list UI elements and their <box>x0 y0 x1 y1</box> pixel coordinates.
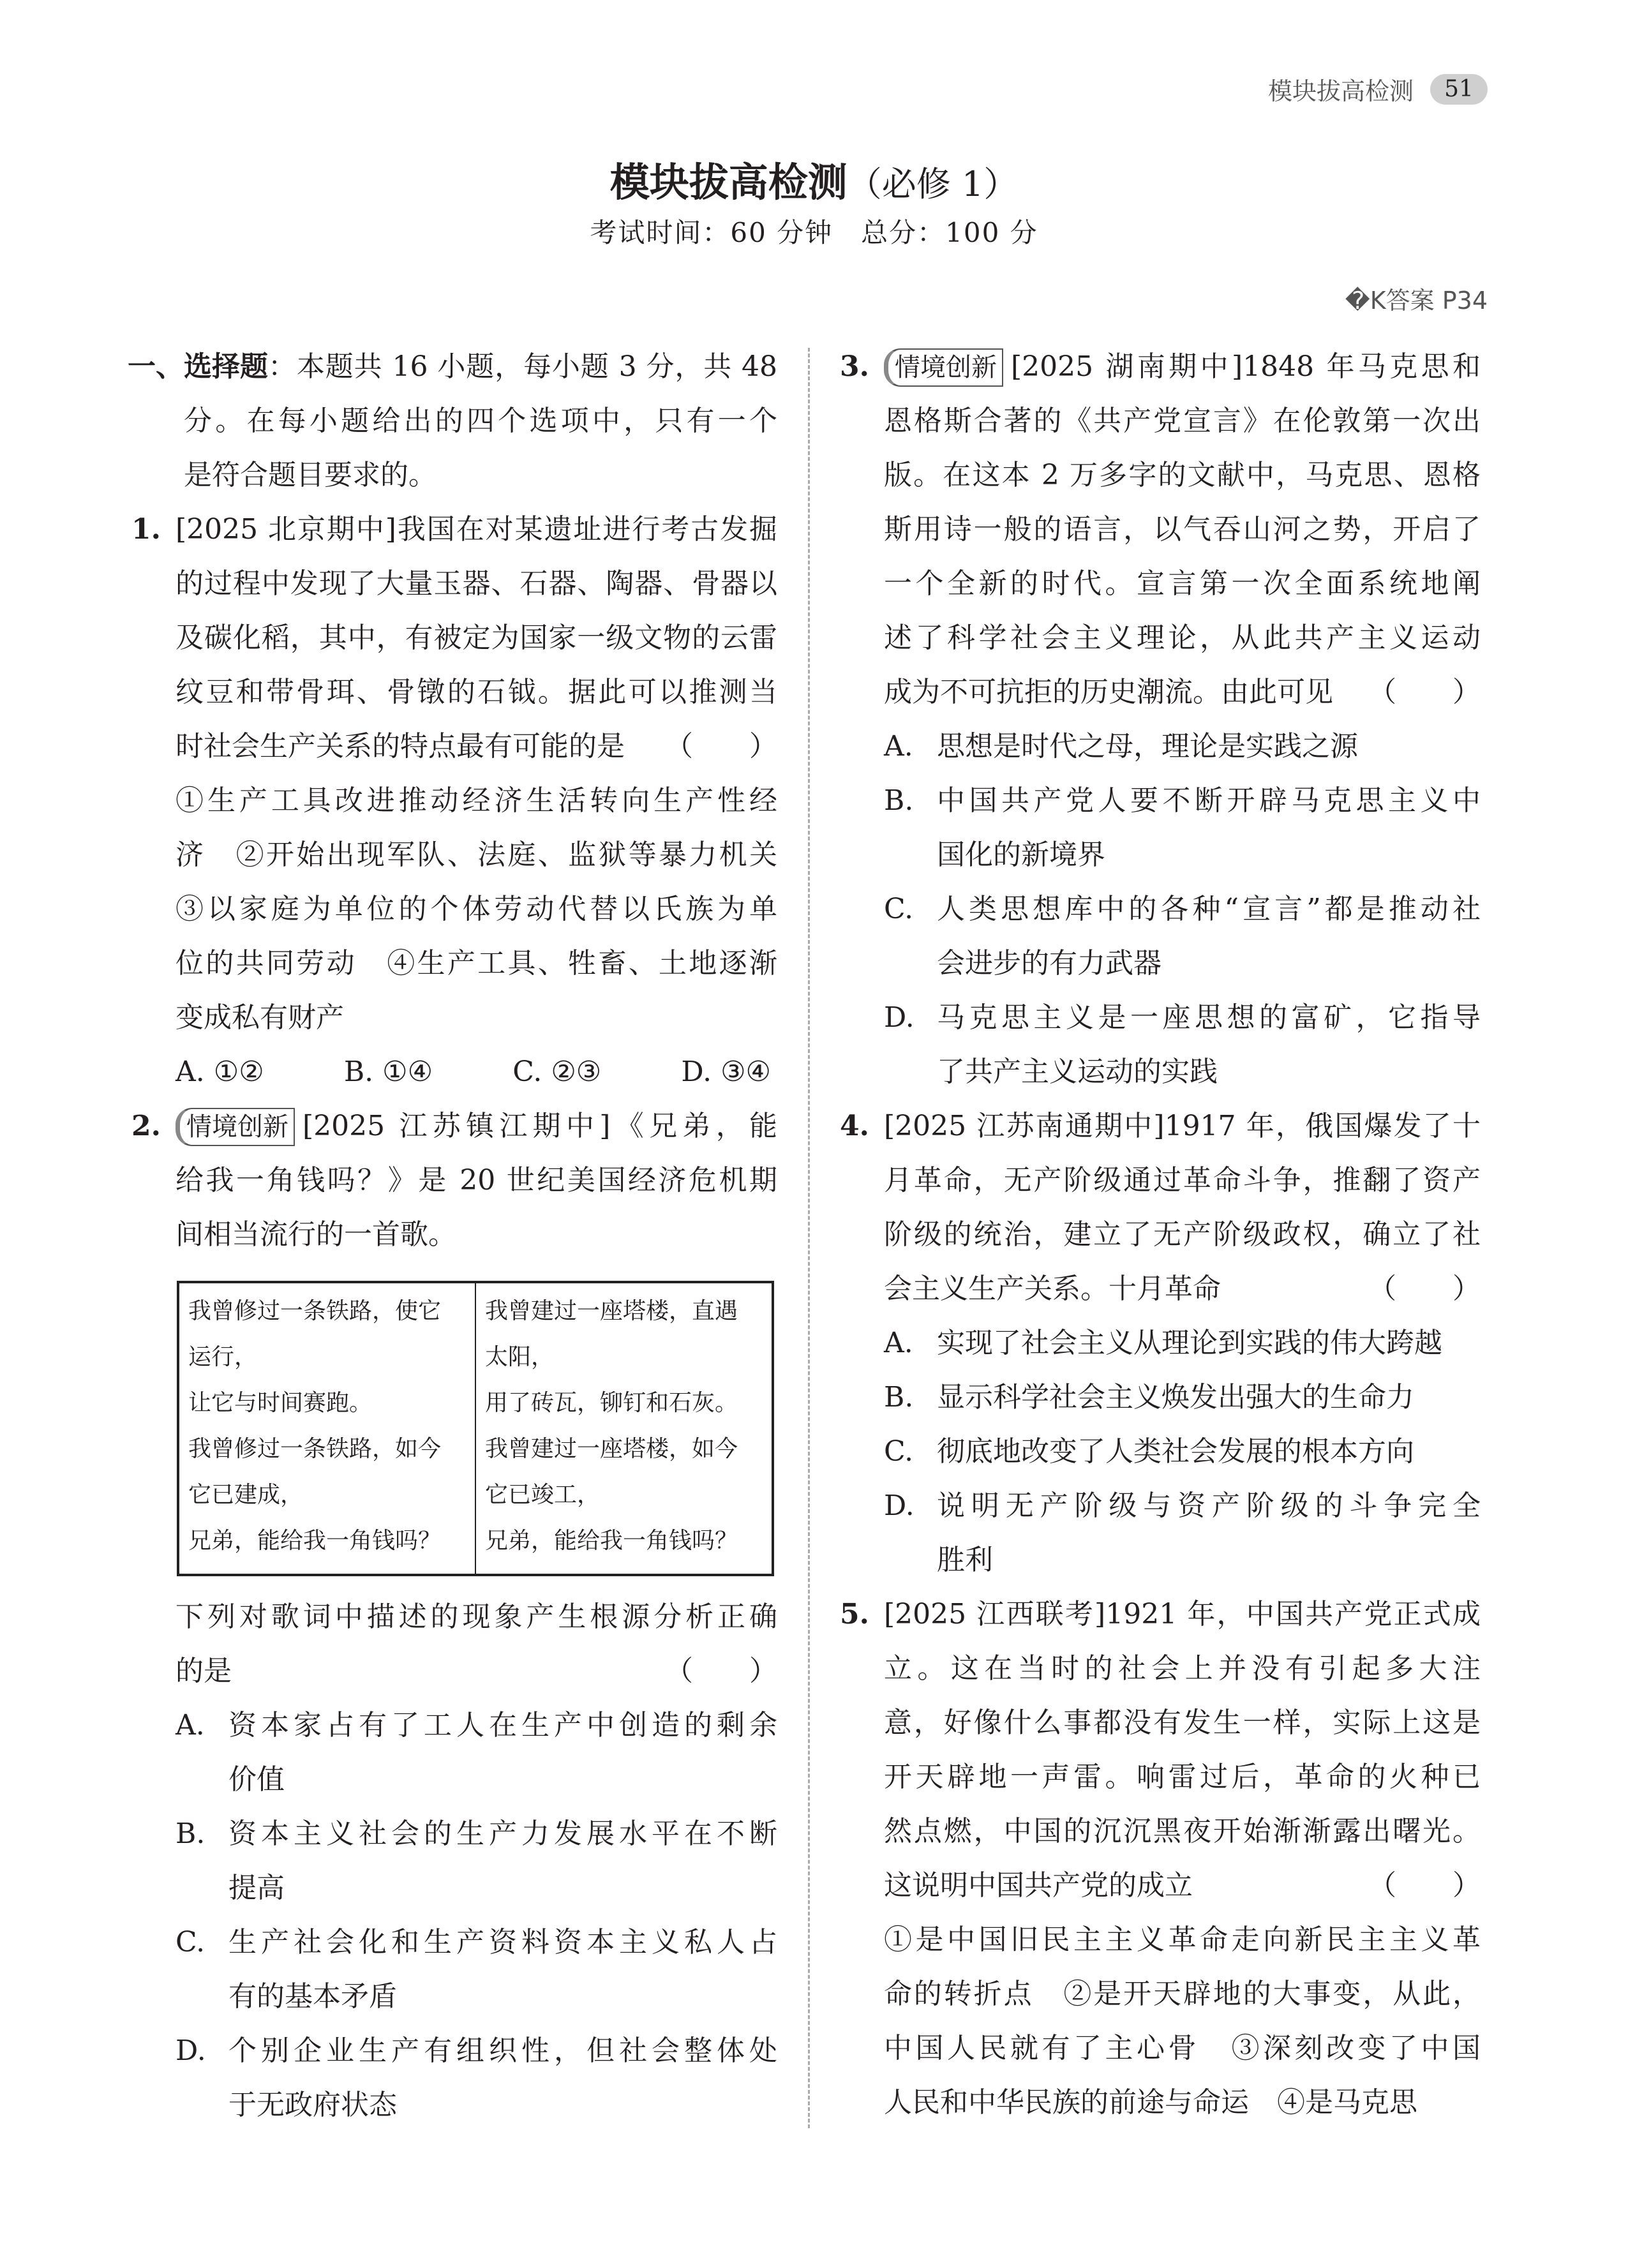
context-innovation-badge: 情境创新 <box>175 1108 295 1146</box>
option-d <box>836 990 1481 1045</box>
line-text: ①是中国旧民主主义革命走向新民主主义革 <box>884 1923 1481 1956</box>
line-text: 人类思想库中的各种“宣言”都是推动社 <box>937 893 1481 925</box>
line-text: 彻底地改变了人类社会发展的根本方向 <box>937 1435 1414 1468</box>
text-line <box>128 936 777 990</box>
line-text: 于无政府状态 <box>228 2089 397 2121</box>
line-text: 显示科学社会主义焕发出强大的生命力 <box>937 1381 1414 1414</box>
line-text: [2025 湖南期中]1848 年马克思和 <box>1011 350 1481 383</box>
text-line <box>836 1587 1481 1641</box>
line-text: 及碳化稻，其中，有被定为国家一级文物的云雷 <box>175 622 777 654</box>
line-text: 个别企业生产有组织性，但社会整体处 <box>228 2034 777 2067</box>
lyrics-column <box>179 1283 475 1574</box>
option-d <box>836 1533 1481 1587</box>
text-line <box>128 1099 777 1153</box>
text-line <box>128 1153 777 1207</box>
option-choice[interactable]: C. ②③ <box>512 1056 602 1088</box>
question-number: 4. <box>840 1110 869 1142</box>
page-title <box>0 151 1628 207</box>
right-column <box>836 339 1481 2130</box>
line-text: 人民和中华民族的前途与命运 ④是马克思 <box>884 2086 1417 2119</box>
line-text: ①生产工具改进推动经济生活转向生产性经 <box>175 784 777 817</box>
line-text: [2025 北京期中]我国在对某遗址进行考古发掘 <box>175 513 777 546</box>
option-d <box>128 2024 777 2078</box>
left-column <box>128 339 777 2132</box>
line-text: 斯用诗一般的语言，以气吞山河之势，开启了 <box>884 513 1481 546</box>
lyric-line: 让它与时间赛跑。 <box>188 1390 373 1416</box>
option-letter[interactable]: D. <box>884 1489 915 1522</box>
option-letter[interactable]: C. <box>884 893 914 925</box>
text-line <box>836 1207 1481 1262</box>
text-line <box>128 611 777 665</box>
text-line <box>128 665 777 719</box>
text-line <box>836 1858 1481 1913</box>
option-a <box>128 1698 777 1752</box>
line-text: 胜利 <box>937 1544 993 1576</box>
answer-blank[interactable]: （ ） <box>665 730 777 763</box>
line-text: 中国人民就有了主心骨 ③深刻改变了中国 <box>884 2032 1481 2064</box>
line-text: 开天辟地一声雷。响雷过后，革命的火种已 <box>884 1761 1481 1793</box>
option-b <box>836 773 1481 828</box>
option-c <box>836 936 1481 990</box>
answer-blank[interactable]: （ ） <box>665 1655 777 1687</box>
lyric-line: 它已建成， <box>188 1482 304 1508</box>
line-text: 阶级的统治，建立了无产阶级政权，确立了社 <box>884 1218 1481 1251</box>
text-line <box>836 1750 1481 1804</box>
column-divider <box>808 348 810 2128</box>
line-text: 中国共产党人要不断开辟马克思主义中 <box>937 784 1481 817</box>
line-text: 变成私有财产 <box>175 1001 344 1034</box>
option-a <box>836 1316 1481 1370</box>
lyric-line: 兄弟，能给我一角钱吗？ <box>188 1528 442 1554</box>
page-number: 51 <box>1430 74 1488 105</box>
lyric-line: 我曾修过一条铁路，如今 <box>188 1436 442 1462</box>
option-b <box>128 1861 777 1915</box>
text-line <box>836 611 1481 665</box>
line-text: 一个全新的时代。宣言第一次全面系统地阐 <box>884 567 1481 600</box>
lyrics-table <box>177 1281 774 1576</box>
line-text: 纹豆和带骨珥、骨镦的石钺。据此可以推测当 <box>175 676 777 708</box>
option-letter[interactable]: A. <box>884 1327 913 1359</box>
line-text: 会主义生产关系。十月革命 <box>884 1272 1221 1305</box>
lyric-line: 它已竣工， <box>485 1482 601 1508</box>
option-letter[interactable]: B. <box>884 1381 914 1414</box>
text-line <box>128 556 777 611</box>
line-text: 立。这在当时的社会上并没有引起多大注 <box>884 1652 1481 1685</box>
line-text: 实现了社会主义从理论到实践的伟大跨越 <box>937 1327 1442 1359</box>
line-text: 会进步的有力武器 <box>937 947 1161 980</box>
option-d <box>836 1045 1481 1099</box>
line-text: 这说明中国共产党的成立 <box>884 1869 1193 1902</box>
line-text: 时社会生产关系的特点最有可能的是 <box>175 730 625 763</box>
line-text: 有的基本矛盾 <box>228 1980 397 2013</box>
option-c <box>128 1969 777 2024</box>
option-b <box>836 1370 1481 1424</box>
option-choice[interactable]: A. ①② <box>175 1056 264 1088</box>
question-number: 3. <box>840 350 869 383</box>
text-line <box>836 2075 1481 2130</box>
text-line <box>128 828 777 882</box>
option-c <box>836 1424 1481 1479</box>
text-line <box>836 1641 1481 1696</box>
text-line <box>128 719 777 773</box>
text-line <box>128 448 777 502</box>
line-text: 济 ②开始出现军队、法庭、监狱等暴力机关 <box>175 839 777 871</box>
option-letter[interactable]: B. <box>884 784 914 817</box>
option-a <box>128 1752 777 1807</box>
line-text: [2025 江苏南通期中]1917 年，俄国爆发了十 <box>884 1110 1481 1142</box>
line-text: 版。在这本 2 万多字的文献中，马克思、恩格 <box>884 459 1481 491</box>
text-line <box>836 339 1481 394</box>
question-number: 1. <box>131 513 161 546</box>
text-line <box>128 1207 777 1262</box>
option-d <box>836 1479 1481 1533</box>
option-letter[interactable]: A. <box>884 730 913 763</box>
option-choice[interactable]: B. ①④ <box>343 1056 433 1088</box>
lyric-line: 太阳， <box>485 1344 555 1370</box>
lyric-line: 运行， <box>188 1344 258 1370</box>
line-text: 分。在每小题给出的四个选项中，只有一个 <box>184 405 777 437</box>
title-main: 模块拔高检测 <box>609 159 848 205</box>
answer-blank[interactable]: （ ） <box>1368 1272 1481 1305</box>
text-line <box>836 665 1481 719</box>
line-text: 说明无产阶级与资产阶级的斗争完全 <box>937 1489 1481 1522</box>
section-label: 一、选择题 <box>128 350 268 383</box>
title-sub: （必修 1） <box>847 164 1019 204</box>
context-innovation-badge: 情境创新 <box>884 348 1003 387</box>
line-text: 位的共同劳动 ④生产工具、牲畜、土地逐渐 <box>175 947 777 980</box>
text-line <box>836 1967 1481 2021</box>
text-line <box>836 394 1481 448</box>
line-text: 意，好像什么事都没有发生一样，实际上这是 <box>884 1706 1481 1739</box>
line-text: 下列对歌词中描述的现象产生根源分析正确 <box>175 1600 777 1633</box>
option-b <box>836 828 1481 882</box>
text-line <box>128 882 777 936</box>
option-b <box>128 1807 777 1861</box>
line-text: 的是 <box>175 1655 232 1687</box>
line-text: 了共产主义运动的实践 <box>937 1056 1218 1088</box>
text-line <box>836 448 1481 502</box>
text-line <box>836 556 1481 611</box>
text-line <box>836 1913 1481 1967</box>
line-text: 资本家占有了工人在生产中创造的剩余 <box>228 1709 777 1742</box>
text-line <box>836 1262 1481 1316</box>
lyric-line: 用了砖瓦，铆钉和石灰。 <box>485 1390 738 1416</box>
line-text: 成为不可抗拒的历史潮流。由此可见 <box>884 676 1333 708</box>
text-line <box>128 339 777 394</box>
option-letter[interactable]: A. <box>175 1709 205 1742</box>
option-a <box>836 719 1481 773</box>
option-letter[interactable]: C. <box>175 1926 205 1958</box>
running-header <box>1268 71 1488 107</box>
option-letter[interactable]: D. <box>175 2034 206 2067</box>
option-d <box>128 2078 777 2132</box>
lyric-line: 兄弟，能给我一角钱吗？ <box>485 1528 738 1554</box>
text-line <box>128 502 777 556</box>
line-text: 价值 <box>228 1763 285 1796</box>
option-c <box>836 882 1481 936</box>
question-number: 2. <box>131 1110 161 1142</box>
line-text: 然点燃，中国的沉沉黑夜开始渐渐露出曙光。 <box>884 1815 1481 1847</box>
answer-blank[interactable]: （ ） <box>1368 1869 1481 1902</box>
line-text: 生产社会化和生产资料资本主义私人占 <box>228 1926 777 1958</box>
lyric-line: 我曾建过一座塔楼，直遇 <box>485 1298 738 1324</box>
line-text: [2025 江苏镇江期中]《兄弟，能 <box>302 1110 777 1142</box>
answer-blank[interactable]: （ ） <box>1368 676 1481 708</box>
text-line <box>128 1644 777 1698</box>
running-header-title: 模块拔高检测 <box>1267 77 1414 105</box>
line-text: 给我一角钱吗？》是 20 世纪美国经济危机期 <box>175 1164 777 1197</box>
lyric-line: 我曾修过一条铁路，使它 <box>188 1298 442 1324</box>
text-line <box>836 1153 1481 1207</box>
line-text: ③以家庭为单位的个体劳动代替以氏族为单 <box>175 893 777 925</box>
exam-info: 考试时间：60 分钟 总分：100 分 <box>590 217 1038 248</box>
line-text: 恩格斯合著的《共产党宣言》在伦敦第一次出 <box>884 405 1481 437</box>
line-text: 马克思主义是一座思想的富矿，它指导 <box>937 1001 1481 1034</box>
line-text: 国化的新境界 <box>937 839 1105 871</box>
text-line <box>836 502 1481 556</box>
line-text: 命的转折点 ②是开天辟地的大事变，从此， <box>884 1978 1481 2010</box>
question-number: 5. <box>840 1598 869 1630</box>
lyric-line: 我曾建过一座塔楼，如今 <box>485 1436 738 1462</box>
line-text: ：本题共 16 小题，每小题 3 分，共 48 <box>268 350 777 383</box>
line-text: 述了科学社会主义理论，从此共产主义运动 <box>884 622 1481 654</box>
text-line <box>128 990 777 1045</box>
line-text: 是符合题目要求的。 <box>184 459 437 491</box>
line-text: 月革命，无产阶级通过革命斗争，推翻了资产 <box>884 1164 1481 1197</box>
option-letter[interactable]: C. <box>884 1435 914 1468</box>
line-text: 思想是时代之母，理论是实践之源 <box>937 730 1358 763</box>
line-text: 资本主义社会的生产力发展水平在不断 <box>228 1817 777 1850</box>
line-text: 的过程中发现了大量玉器、石器、陶器、骨器以 <box>175 567 777 600</box>
text-line <box>836 2021 1481 2075</box>
line-text: [2025 江西联考]1921 年，中国共产党正式成 <box>884 1598 1481 1630</box>
option-letter[interactable]: B. <box>175 1817 205 1850</box>
lyrics-column <box>475 1283 772 1574</box>
text-line <box>836 1099 1481 1153</box>
text-line <box>836 1804 1481 1858</box>
option-letter[interactable]: D. <box>884 1001 915 1034</box>
option-choice[interactable]: D. ③④ <box>681 1056 771 1088</box>
answer-reference-link[interactable]: �K答案 P34 <box>1345 287 1488 315</box>
options-row <box>128 1045 777 1099</box>
text-line <box>128 1590 777 1644</box>
text-line <box>836 1696 1481 1750</box>
line-text: 提高 <box>228 1872 285 1904</box>
text-line <box>128 773 777 828</box>
line-text: 间相当流行的一首歌。 <box>175 1218 456 1251</box>
option-c <box>128 1915 777 1969</box>
text-line <box>128 394 777 448</box>
